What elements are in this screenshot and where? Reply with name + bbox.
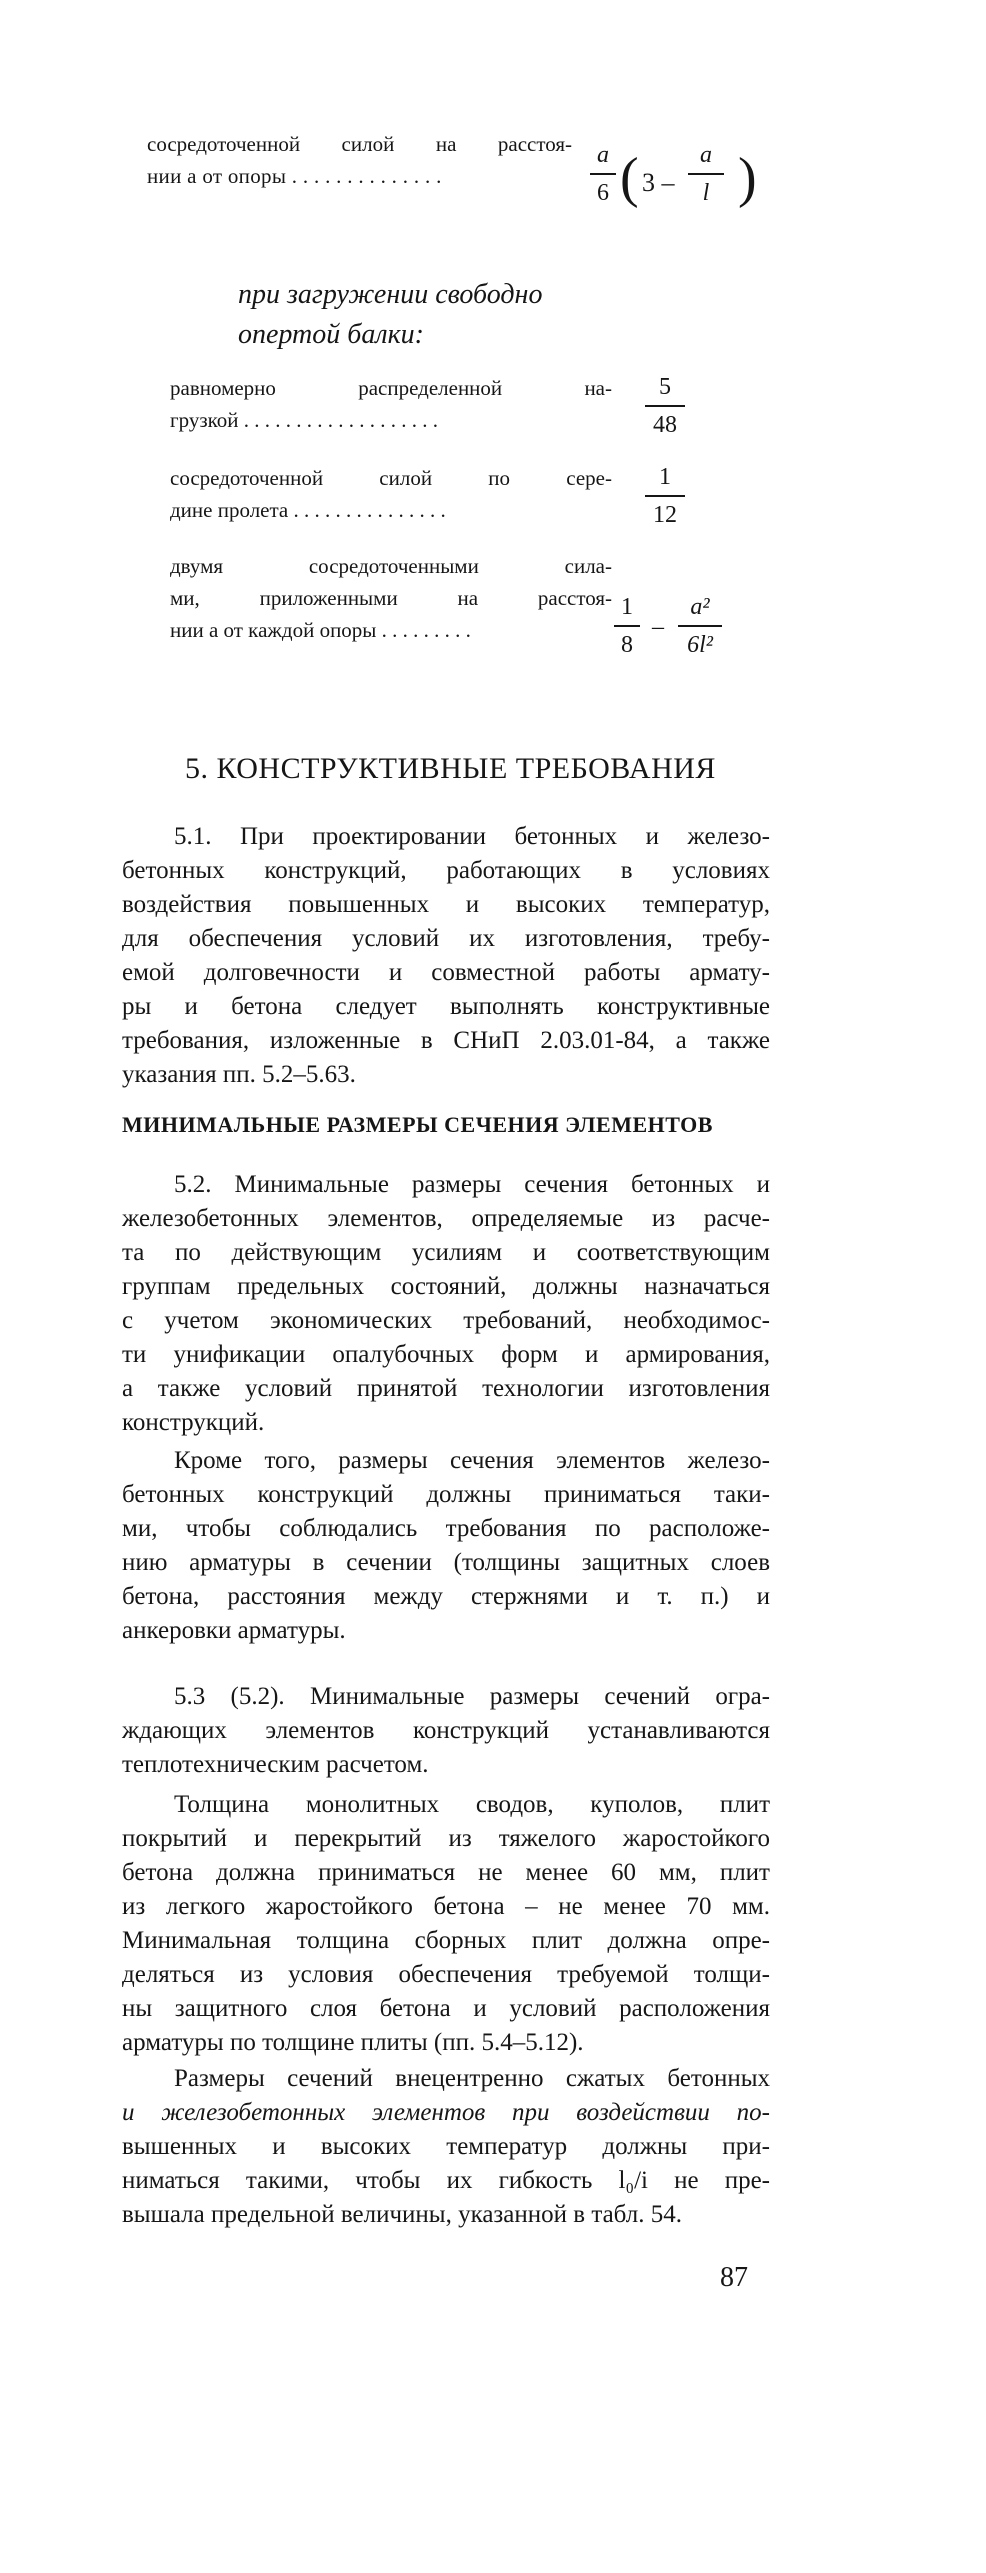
inner-den: l: [702, 180, 710, 206]
fraction-bar: [688, 173, 724, 175]
text-line: Кроме того, размеры сечения элементов железо-: [174, 1447, 770, 1474]
text-line: та по действующим усилиям и соответствующим: [122, 1239, 770, 1266]
paragraph-5-3-thickness: [122, 1788, 770, 2060]
text-line: конструкций.: [122, 1409, 265, 1436]
text-line: из легкого жаростойкого бетона – не менее 70 мм.: [122, 1893, 770, 1920]
fraction-bar: [645, 405, 685, 407]
top-coef-num: a: [597, 142, 609, 168]
text-line: ры и бетона следует выполнять конструктивные: [122, 993, 770, 1020]
text-line: 5.2. Минимальные размеры сечения бетонных и: [174, 1171, 770, 1198]
case-line: сосредоточенной силой по сере-: [170, 466, 612, 490]
case-den: 8: [621, 632, 633, 658]
text-line: деляться из условия обеспечения требуемой толщи-: [122, 1961, 770, 1988]
case-two-loads: [170, 550, 612, 646]
case-line: грузкой . . . . . . . . . . . . . . . . . . .: [170, 408, 439, 432]
top-coef-fraction: [590, 140, 616, 208]
text-line: вышенных и высоких температур должны при-: [122, 2133, 770, 2160]
case-two-fraction-2: [678, 592, 722, 660]
text-line: железобетонных элементов, определяемые из расче-: [122, 1205, 770, 1232]
case-minus: –: [652, 614, 664, 640]
text-line: с учетом экономических требований, необходимос-: [122, 1307, 770, 1334]
text-line: ниматься такими, чтобы их гибкость l₀/i не пре-: [122, 2167, 770, 2194]
case-num: 1: [621, 594, 633, 620]
case-num: a²: [690, 594, 710, 620]
text-line: теплотехническим расчетом.: [122, 1751, 429, 1778]
text-line: указания пп. 5.2–5.63.: [122, 1061, 356, 1088]
text-line: ти унификации опалубочных форм и армирования,: [122, 1341, 770, 1368]
text-line: 5.3 (5.2). Минимальные размеры сечений огра-: [174, 1683, 770, 1710]
text-line: покрытий и перекрытий из тяжелого жаростойкого: [122, 1825, 770, 1852]
beam-caption-line2: опертой балки:: [238, 319, 424, 350]
inner-fraction: [688, 140, 724, 208]
case-line: дине пролета . . . . . . . . . . . . . . .: [170, 498, 446, 522]
text-line: емой долговечности и совместной работы армату-: [122, 959, 770, 986]
case-num: 1: [659, 464, 671, 490]
top-formula-line1: сосредоточенной силой на расстоя-: [147, 132, 572, 156]
text-line: арматуры по толщине плиты (пп. 5.4–5.12).: [122, 2029, 584, 2056]
paragraph-5-2: [122, 1168, 770, 1440]
case-den: 6l²: [687, 632, 713, 658]
top-formula-text: [147, 128, 572, 192]
case-midspan-load: [170, 462, 612, 526]
text-line: нию арматуры в сечении (толщины защитных слоев: [122, 1549, 770, 1576]
case-two-fraction-1: [614, 592, 640, 660]
text-line: Размеры сечений внецентренно сжатых бетонных: [174, 2065, 770, 2092]
text-line: вышала предельной величины, указанной в табл. 54.: [122, 2201, 682, 2228]
beam-caption-line1: при загружении свободно: [238, 279, 543, 310]
case-line: двумя сосредоточенными сила-: [170, 554, 612, 578]
section-5-title: 5. КОНСТРУКТИВНЫЕ ТРЕБОВАНИЯ: [185, 752, 716, 785]
paragraph-5-3: [122, 1680, 770, 1782]
fraction-bar: [614, 625, 640, 627]
case-line: равномерно распределенной на-: [170, 376, 612, 400]
text-line: Толщина монолитных сводов, куполов, плит: [174, 1791, 770, 1818]
inner-num: a: [700, 142, 712, 168]
paren-three: 3 –: [642, 168, 675, 197]
min-sizes-title: МИНИМАЛЬНЫЕ РАЗМЕРЫ СЕЧЕНИЯ ЭЛЕМЕНТОВ: [122, 1112, 713, 1137]
case-line: ми, приложенными на расстоя-: [170, 586, 612, 610]
text-line: 5.1. При проектировании бетонных и железо-: [174, 823, 770, 850]
page-number: 87: [720, 2262, 748, 2293]
text-line: Минимальная толщина сборных плит должна опре-: [122, 1927, 770, 1954]
text-line: группам предельных состояний, должны назначаться: [122, 1273, 770, 1300]
case-den: 12: [653, 502, 677, 528]
top-coef-den: 6: [597, 180, 609, 206]
text-line: бетонных конструкций должны приниматься таки-: [122, 1481, 770, 1508]
text-line: воздействия повышенных и высоких температур,: [122, 891, 770, 918]
top-formula-line2: нии a от опоры . . . . . . . . . . . . . .: [147, 164, 442, 188]
paragraph-5-3-slenderness: [122, 2062, 770, 2232]
text-line: ны защитного слоя бетона и условий расположения: [122, 1995, 770, 2022]
text-line: анкеровки арматуры.: [122, 1617, 346, 1644]
paragraph-5-2-continued: [122, 1444, 770, 1648]
fraction-bar: [590, 173, 616, 175]
paragraph-5-1: [122, 820, 770, 1092]
text-line: ждающих элементов конструкций устанавливаются: [122, 1717, 770, 1744]
case-num: 5: [659, 374, 671, 400]
fraction-bar: [678, 625, 722, 627]
case-den: 48: [653, 412, 677, 438]
case-uniform-fraction: [645, 372, 685, 440]
beam-caption: [238, 275, 542, 355]
text-line: бетона, расстояния между стержнями и т. п.) и: [122, 1583, 770, 1610]
text-line: бетона должна приниматься не менее 60 мм, плит: [122, 1859, 770, 1886]
text-line: для обеспечения условий их изготовления, требу-: [122, 925, 770, 952]
case-midspan-fraction: [645, 462, 685, 530]
case-line: нии a от каждой опоры . . . . . . . . .: [170, 618, 471, 642]
paren-close: ): [738, 147, 757, 209]
paren-open: (: [620, 147, 639, 209]
fraction-bar: [645, 495, 685, 497]
text-line: ми, чтобы соблюдались требования по расположе-: [122, 1515, 770, 1542]
text-line: и железобетонных элементов при воздействии по-: [122, 2099, 770, 2126]
text-line: бетонных конструкций, работающих в условиях: [122, 857, 770, 884]
text-line: требования, изложенные в СНиП 2.03.01-84, а также: [122, 1027, 770, 1054]
case-uniform-load: [170, 372, 612, 436]
text-line: а также условий принятой технологии изготовления: [122, 1375, 770, 1402]
